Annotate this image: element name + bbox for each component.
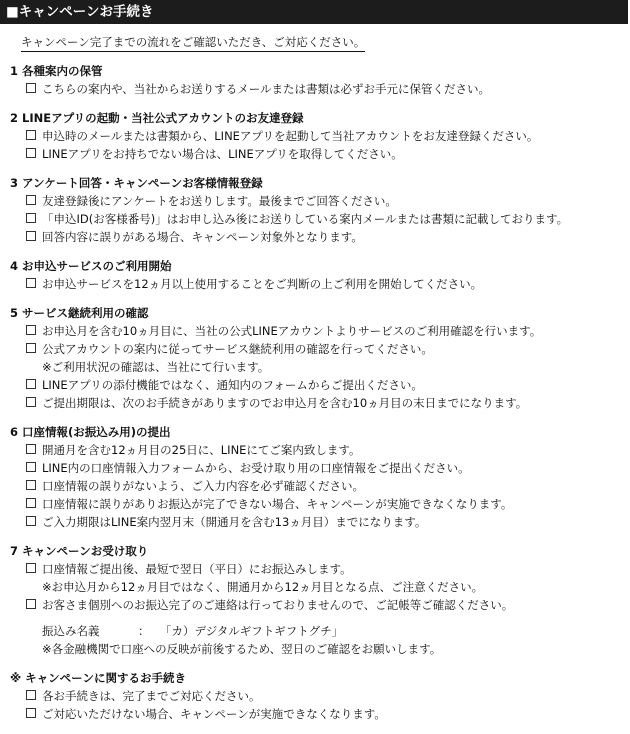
list-item bbox=[26, 210, 630, 228]
section-title: 1 各種案内の保管 bbox=[10, 64, 103, 78]
item-text: 口座情報ご提出後、最短で翌日（平日）にお振込みします。 bbox=[42, 562, 352, 576]
list-item bbox=[26, 459, 630, 477]
item-text: 各お手続きは、完了までご対応ください。 bbox=[42, 689, 261, 703]
section-2 bbox=[0, 109, 630, 163]
section-campaign-procedures bbox=[0, 669, 630, 723]
section-title: 5 サービス継続利用の確認 bbox=[10, 306, 149, 320]
item-text: 友達登録後にアンケートをお送りします。最後までご回答ください。 bbox=[42, 194, 397, 208]
list-item bbox=[26, 596, 630, 614]
list-item bbox=[26, 495, 630, 513]
section-6 bbox=[0, 423, 630, 531]
checkbox-icon bbox=[26, 690, 36, 700]
list-item bbox=[26, 560, 630, 578]
list-item bbox=[26, 275, 630, 293]
item-text: 公式アカウントの案内に従ってサービス継続利用の確認を行ってください。 bbox=[42, 342, 433, 356]
page-title: ■キャンペーンお手続き bbox=[0, 0, 628, 24]
list-item bbox=[26, 477, 630, 495]
checkbox-icon bbox=[26, 397, 36, 407]
transfer-note: ※各金融機関で口座への反映が前後するため、翌日のご確認をお願いします。 bbox=[42, 642, 442, 656]
checkbox-icon bbox=[26, 130, 36, 140]
checkbox-icon bbox=[26, 516, 36, 526]
item-text: ご入力期限はLINE案内翌月末（開通月を含む13ヵ月目）までになります。 bbox=[42, 515, 427, 529]
list-item bbox=[26, 145, 630, 163]
checkbox-icon bbox=[26, 379, 36, 389]
transfer-label: 振込み名義 bbox=[42, 624, 100, 638]
checkbox-icon bbox=[26, 462, 36, 472]
item-text: 申込時のメールまたは書類から、LINEアプリを起動して当社アカウントをお友達登録ください。 bbox=[42, 129, 539, 143]
section-title: 3 アンケート回答・キャンペーンお客様情報登録 bbox=[10, 176, 263, 190]
list-item bbox=[26, 192, 630, 210]
checkbox-icon bbox=[26, 213, 36, 223]
item-text: LINEアプリをお持ちでない場合は、LINEアプリを取得してください。 bbox=[42, 147, 403, 161]
checkbox-icon bbox=[26, 278, 36, 288]
section-title: 6 口座情報(お振込み用)の提出 bbox=[10, 425, 171, 439]
list-item bbox=[26, 127, 630, 145]
list-item bbox=[26, 441, 630, 459]
item-text: 「申込ID(お客様番号)」はお申し込み後にお送りしている案内メールまたは書類に記載しております。 bbox=[42, 212, 569, 226]
item-text: ご提出期限は、次のお手続きがありますのでお申込月を含む10ヵ月目の末日までになります。 bbox=[42, 396, 528, 410]
item-text: お客さま個別へのお振込完了のご連絡は行っておりませんので、ご記帳等ご確認ください。 bbox=[42, 598, 514, 612]
note-text: ※お申込月から12ヵ月目ではなく、開通月から12ヵ月目となる点、ご注意ください。 bbox=[42, 580, 484, 594]
section-1 bbox=[0, 62, 630, 98]
checkbox-icon bbox=[26, 148, 36, 158]
list-item bbox=[26, 376, 630, 394]
checkbox-icon bbox=[26, 708, 36, 718]
note-text: ※ご利用状況の確認は、当社にて行います。 bbox=[42, 360, 270, 374]
checkbox-icon bbox=[26, 444, 36, 454]
item-text: LINEアプリの添付機能ではなく、通知内のフォームからご提出ください。 bbox=[42, 378, 423, 392]
list-item bbox=[26, 705, 630, 723]
section-7 bbox=[0, 542, 630, 658]
steps-list bbox=[0, 62, 630, 734]
checkbox-icon bbox=[26, 83, 36, 93]
section-3 bbox=[0, 174, 630, 246]
list-item bbox=[26, 513, 630, 531]
checkbox-icon bbox=[26, 480, 36, 490]
checkbox-icon bbox=[26, 563, 36, 573]
transfer-name-row bbox=[42, 622, 630, 640]
section-title: 2 LINEアプリの起動・当社公式アカウントのお友達登録 bbox=[10, 111, 304, 125]
checkbox-icon bbox=[26, 343, 36, 353]
list-item bbox=[26, 80, 630, 98]
section-4 bbox=[0, 257, 630, 293]
transfer-name: 「カ）デジタルギフトギフトグチ」 bbox=[160, 624, 344, 638]
item-text: ご対応いただけない場合、キャンペーンが実施できなくなります。 bbox=[42, 707, 386, 721]
checkbox-icon bbox=[26, 325, 36, 335]
transfer-info bbox=[0, 622, 630, 658]
section-title: 4 お申込サービスのご利用開始 bbox=[10, 259, 172, 273]
list-item bbox=[26, 394, 630, 412]
item-text: 口座情報に誤りがありお振込が完了できない場合、キャンペーンが実施できなくなります。 bbox=[42, 497, 513, 511]
list-item bbox=[26, 340, 630, 358]
transfer-colon: ： bbox=[138, 624, 150, 638]
list-item bbox=[26, 322, 630, 340]
section-title: 7 キャンペーンお受け取り bbox=[10, 544, 149, 558]
item-text: お申込月を含む10ヵ月目に、当社の公式LINEアカウントよりサービスのご利用確認を行います。 bbox=[42, 324, 542, 338]
intro-text: キャンペーン完了までの流れをご確認いただき、ご対応ください。 bbox=[21, 34, 365, 52]
item-text: こちらの案内や、当社からお送りするメールまたは書類は必ずお手元に保管ください。 bbox=[42, 82, 491, 96]
list-item bbox=[26, 687, 630, 705]
checkbox-icon bbox=[26, 231, 36, 241]
item-text: 回答内容に誤りがある場合、キャンペーン対象外となります。 bbox=[42, 230, 363, 244]
item-text: お申込サービスを12ヵ月以上使用することをご判断の上ご利用を開始してください。 bbox=[42, 277, 483, 291]
list-item bbox=[26, 228, 630, 246]
section-title: ※ キャンペーンに関するお手続き bbox=[10, 671, 186, 685]
item-text: 開通月を含む12ヵ月目の25日に、LINEにてご案内致します。 bbox=[42, 443, 361, 457]
checkbox-icon bbox=[26, 599, 36, 609]
item-text: 口座情報の誤りがないよう、ご入力内容を必ず確認ください。 bbox=[42, 479, 364, 493]
checkbox-icon bbox=[26, 498, 36, 508]
item-text: LINE内の口座情報入力フォームから、お受け取り用の口座情報をご提出ください。 bbox=[42, 461, 470, 475]
checkbox-icon bbox=[26, 195, 36, 205]
section-5 bbox=[0, 304, 630, 412]
